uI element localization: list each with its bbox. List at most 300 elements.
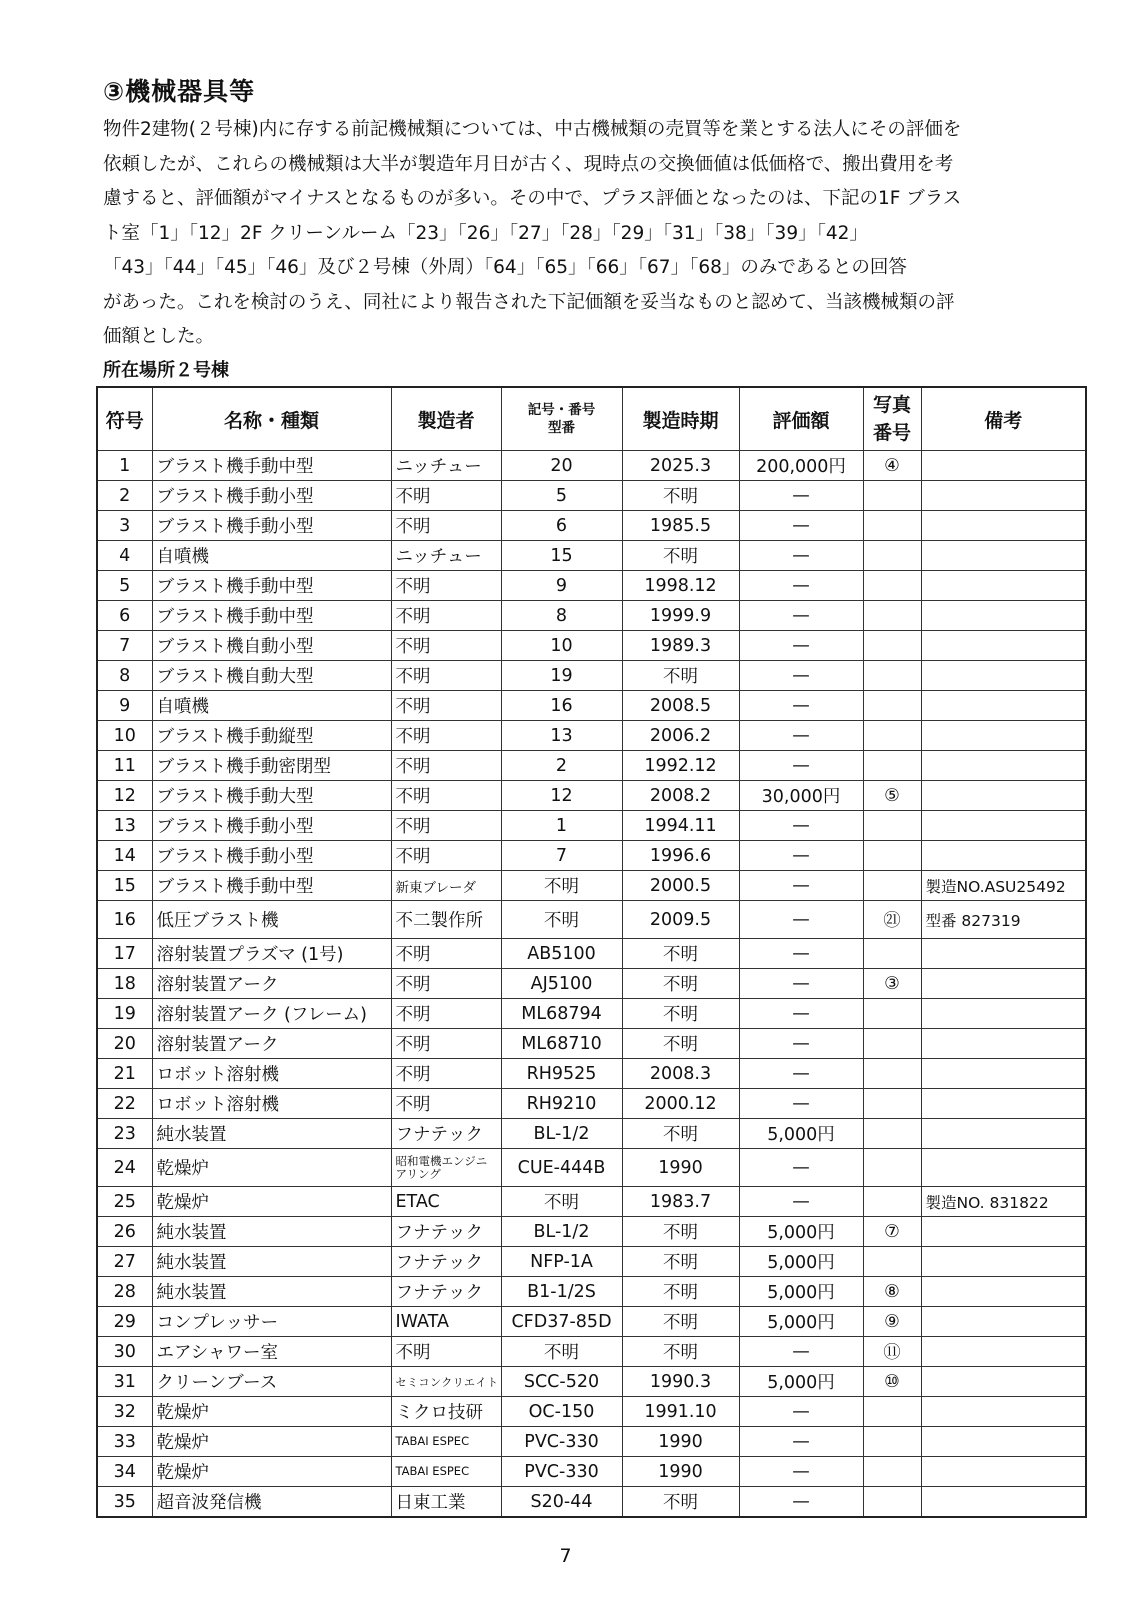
cell-maker: TABAI ESPEC	[391, 1427, 501, 1457]
cell-date: 不明	[622, 939, 739, 969]
cell-maker: IWATA	[391, 1307, 501, 1337]
cell-name: ブラスト機手動縦型	[152, 721, 391, 751]
cell-maker: フナテック	[391, 1247, 501, 1277]
cell-value: —	[739, 939, 863, 969]
cell-remarks	[921, 691, 1086, 721]
cell-name: ブラスト機手動中型	[152, 871, 391, 901]
cell-maker: 不明	[391, 661, 501, 691]
cell-name: 純水装置	[152, 1119, 391, 1149]
cell-photo	[863, 1247, 921, 1277]
cell-name: ブラスト機手動小型	[152, 841, 391, 871]
cell-no: 15	[97, 871, 152, 901]
cell-remarks	[921, 1089, 1086, 1119]
cell-remarks	[921, 781, 1086, 811]
cell-model: 9	[501, 571, 622, 601]
table-row	[97, 841, 1086, 871]
table-row	[97, 1307, 1086, 1337]
cell-maker: 不明	[391, 511, 501, 541]
cell-remarks	[921, 451, 1086, 481]
cell-photo	[863, 841, 921, 871]
cell-date: 不明	[622, 1307, 739, 1337]
cell-model: 20	[501, 451, 622, 481]
cell-photo	[863, 1029, 921, 1059]
table-row	[97, 1427, 1086, 1457]
table-row	[97, 541, 1086, 571]
cell-maker: 不明	[391, 1337, 501, 1367]
cell-name: 純水装置	[152, 1247, 391, 1277]
cell-date: 2008.3	[622, 1059, 739, 1089]
cell-date: 1990	[622, 1457, 739, 1487]
table-row	[97, 1337, 1086, 1367]
cell-date: 不明	[622, 481, 739, 511]
cell-photo	[863, 691, 921, 721]
paragraph-line: 依頼したが、これらの機械類は大半が製造年月日が古く、現時点の交換価値は低価格で、搬出費用を考	[103, 153, 954, 175]
cell-photo: ③	[863, 969, 921, 999]
cell-name: 乾燥炉	[152, 1187, 391, 1217]
header-name: 名称・種類	[152, 387, 391, 451]
cell-remarks	[921, 969, 1086, 999]
cell-model: PVC-330	[501, 1427, 622, 1457]
header-remarks: 備考	[921, 387, 1086, 451]
cell-value: —	[739, 661, 863, 691]
paragraph-line: 物件2建物(２号棟)内に存する前記機械類については、中古機械類の売買等を業とする法人にその評価を	[103, 119, 962, 140]
cell-photo	[863, 751, 921, 781]
header-date: 製造時期	[622, 387, 739, 451]
cell-name: 低圧ブラスト機	[152, 901, 391, 939]
cell-model: 15	[501, 541, 622, 571]
cell-no: 23	[97, 1119, 152, 1149]
cell-no: 26	[97, 1217, 152, 1247]
header-maker: 製造者	[391, 387, 501, 451]
cell-photo	[863, 601, 921, 631]
cell-name: ブラスト機自動小型	[152, 631, 391, 661]
cell-name: 溶射装置アーク	[152, 1029, 391, 1059]
cell-name: エアシャワー室	[152, 1337, 391, 1367]
cell-model: RH9525	[501, 1059, 622, 1089]
cell-value: —	[739, 1397, 863, 1427]
cell-date: 1983.7	[622, 1187, 739, 1217]
cell-no: 2	[97, 481, 152, 511]
table-row	[97, 451, 1086, 481]
cell-photo: ⑩	[863, 1367, 921, 1397]
cell-model: 13	[501, 721, 622, 751]
cell-photo: ⑪	[863, 1337, 921, 1367]
cell-date: 1991.10	[622, 1397, 739, 1427]
cell-maker: ニッチュー	[391, 451, 501, 481]
paragraph-line: 価額とした。	[103, 326, 215, 347]
cell-maker: 日東工業	[391, 1487, 501, 1518]
cell-date: 不明	[622, 1337, 739, 1367]
table-header-row	[97, 387, 1086, 451]
cell-maker: 不明	[391, 1029, 501, 1059]
cell-remarks	[921, 601, 1086, 631]
cell-date: 2000.5	[622, 871, 739, 901]
cell-no: 9	[97, 691, 152, 721]
cell-date: 不明	[622, 1217, 739, 1247]
cell-maker: 不明	[391, 751, 501, 781]
cell-name: ブラスト機手動中型	[152, 571, 391, 601]
cell-date: 1990	[622, 1427, 739, 1457]
cell-photo	[863, 939, 921, 969]
cell-value: —	[739, 871, 863, 901]
cell-date: 不明	[622, 541, 739, 571]
cell-model: B1-1/2S	[501, 1277, 622, 1307]
cell-photo	[863, 541, 921, 571]
cell-name: 純水装置	[152, 1277, 391, 1307]
cell-photo	[863, 1397, 921, 1427]
table-row	[97, 871, 1086, 901]
cell-photo	[863, 871, 921, 901]
cell-no: 14	[97, 841, 152, 871]
cell-name: ブラスト機手動小型	[152, 481, 391, 511]
cell-remarks	[921, 1427, 1086, 1457]
cell-value: —	[739, 1089, 863, 1119]
cell-value: —	[739, 631, 863, 661]
cell-photo: ⑦	[863, 1217, 921, 1247]
cell-no: 11	[97, 751, 152, 781]
cell-date: 不明	[622, 1247, 739, 1277]
cell-value: 5,000円	[739, 1277, 863, 1307]
cell-model: ML68794	[501, 999, 622, 1029]
cell-photo	[863, 631, 921, 661]
cell-no: 21	[97, 1059, 152, 1089]
paragraph-line: 「43」「44」「45」「46」及び２号棟（外周）「64」「65」「66」「67」「68」のみであるとの回答	[103, 257, 907, 278]
cell-value: —	[739, 1427, 863, 1457]
table-row	[97, 1089, 1086, 1119]
cell-name: ブラスト機手動中型	[152, 451, 391, 481]
cell-no: 29	[97, 1307, 152, 1337]
cell-value: —	[739, 1187, 863, 1217]
cell-remarks	[921, 751, 1086, 781]
cell-name: クリーンブース	[152, 1367, 391, 1397]
cell-name: コンプレッサー	[152, 1307, 391, 1337]
header-photo-line2: 番号	[872, 422, 911, 444]
cell-no: 3	[97, 511, 152, 541]
cell-remarks	[921, 1149, 1086, 1187]
cell-maker: ミクロ技研	[391, 1397, 501, 1427]
cell-value: —	[739, 841, 863, 871]
cell-date: 1994.11	[622, 811, 739, 841]
cell-maker: 不明	[391, 969, 501, 999]
table-row	[97, 939, 1086, 969]
cell-date: 1992.12	[622, 751, 739, 781]
cell-no: 17	[97, 939, 152, 969]
cell-name: ブラスト機手動小型	[152, 511, 391, 541]
page-number: 7	[559, 1545, 572, 1567]
cell-maker: 不明	[391, 999, 501, 1029]
cell-remarks: 型番 827319	[921, 901, 1086, 939]
cell-photo	[863, 571, 921, 601]
cell-value: 5,000円	[739, 1367, 863, 1397]
table-row	[97, 1059, 1086, 1089]
cell-date: 1985.5	[622, 511, 739, 541]
cell-date: 1990	[622, 1149, 739, 1187]
cell-remarks	[921, 1277, 1086, 1307]
cell-photo: ㉑	[863, 901, 921, 939]
cell-no: 32	[97, 1397, 152, 1427]
cell-value: 5,000円	[739, 1247, 863, 1277]
cell-value: —	[739, 999, 863, 1029]
table-row	[97, 1397, 1086, 1427]
cell-remarks	[921, 721, 1086, 751]
cell-name: 溶射装置プラズマ (1号)	[152, 939, 391, 969]
cell-date: 不明	[622, 1029, 739, 1059]
table-row	[97, 1187, 1086, 1217]
cell-name: ロボット溶射機	[152, 1059, 391, 1089]
table-row	[97, 481, 1086, 511]
cell-value: —	[739, 541, 863, 571]
cell-remarks	[921, 1247, 1086, 1277]
cell-model: 10	[501, 631, 622, 661]
header-value: 評価額	[739, 387, 863, 451]
cell-date: 1996.6	[622, 841, 739, 871]
cell-no: 25	[97, 1187, 152, 1217]
cell-model: OC-150	[501, 1397, 622, 1427]
cell-model: 不明	[501, 871, 622, 901]
cell-photo	[863, 511, 921, 541]
cell-date: 不明	[622, 1119, 739, 1149]
header-model-line1: 記号・番号	[527, 402, 596, 418]
header-no: 符号	[97, 387, 152, 451]
cell-maker: 不明	[391, 811, 501, 841]
cell-date: 不明	[622, 999, 739, 1029]
cell-no: 4	[97, 541, 152, 571]
cell-no: 31	[97, 1367, 152, 1397]
cell-model: 2	[501, 751, 622, 781]
cell-remarks	[921, 1487, 1086, 1518]
table-row	[97, 601, 1086, 631]
cell-name: 乾燥炉	[152, 1457, 391, 1487]
table-row	[97, 1457, 1086, 1487]
table-row	[97, 631, 1086, 661]
table-row	[97, 999, 1086, 1029]
cell-no: 33	[97, 1427, 152, 1457]
cell-maker: 不明	[391, 721, 501, 751]
cell-no: 34	[97, 1457, 152, 1487]
cell-name: ブラスト機手動中型	[152, 601, 391, 631]
cell-date: 1990.3	[622, 1367, 739, 1397]
cell-name: ブラスト機手動密閉型	[152, 751, 391, 781]
cell-photo	[863, 1119, 921, 1149]
cell-maker: ニッチュー	[391, 541, 501, 571]
header-model	[501, 387, 622, 451]
cell-model: 8	[501, 601, 622, 631]
cell-no: 16	[97, 901, 152, 939]
paragraph-line: があった。これを検討のうえ、同社により報告された下記価額を妥当なものと認めて、当該機械類の評	[103, 291, 955, 313]
cell-value: 5,000円	[739, 1307, 863, 1337]
cell-photo	[863, 1457, 921, 1487]
machinery-table	[96, 386, 1087, 1518]
cell-model: 6	[501, 511, 622, 541]
cell-model: BL-1/2	[501, 1119, 622, 1149]
table-row	[97, 1487, 1086, 1518]
cell-value: —	[739, 481, 863, 511]
cell-model: AJ5100	[501, 969, 622, 999]
cell-no: 5	[97, 571, 152, 601]
cell-date: 2009.5	[622, 901, 739, 939]
cell-value: —	[739, 969, 863, 999]
cell-name: ブラスト機手動小型	[152, 811, 391, 841]
cell-name: ロボット溶射機	[152, 1089, 391, 1119]
cell-model: 16	[501, 691, 622, 721]
cell-name: 自噴機	[152, 691, 391, 721]
cell-value: —	[739, 1149, 863, 1187]
cell-value: —	[739, 601, 863, 631]
cell-maker: セミコンクリエイト	[391, 1367, 501, 1397]
cell-no: 24	[97, 1149, 152, 1187]
cell-remarks	[921, 811, 1086, 841]
cell-date: 2025.3	[622, 451, 739, 481]
cell-maker: 不明	[391, 1089, 501, 1119]
paragraph-line: 慮すると、評価額がマイナスとなるものが多い。その中で、プラス評価となったのは、下記の1F ブラス	[103, 188, 962, 209]
cell-maker: TABAI ESPEC	[391, 1457, 501, 1487]
cell-model: 7	[501, 841, 622, 871]
table-row	[97, 721, 1086, 751]
cell-photo	[863, 999, 921, 1029]
cell-date: 1999.9	[622, 601, 739, 631]
cell-photo: ⑧	[863, 1277, 921, 1307]
cell-date: 2006.2	[622, 721, 739, 751]
cell-value: 5,000円	[739, 1119, 863, 1149]
cell-value: —	[739, 721, 863, 751]
cell-name: 乾燥炉	[152, 1427, 391, 1457]
cell-photo	[863, 1059, 921, 1089]
cell-model: CUE-444B	[501, 1149, 622, 1187]
table-row	[97, 811, 1086, 841]
cell-name: 乾燥炉	[152, 1397, 391, 1427]
section-title: ③機械器具等	[103, 77, 256, 106]
cell-date: 不明	[622, 1277, 739, 1307]
cell-model: SCC-520	[501, 1367, 622, 1397]
cell-name: 溶射装置アーク	[152, 969, 391, 999]
cell-maker: 不明	[391, 781, 501, 811]
cell-date: 不明	[622, 1487, 739, 1518]
cell-no: 20	[97, 1029, 152, 1059]
cell-maker: 不明	[391, 571, 501, 601]
cell-remarks	[921, 481, 1086, 511]
cell-value: —	[739, 1457, 863, 1487]
table-row	[97, 1217, 1086, 1247]
cell-model: 5	[501, 481, 622, 511]
cell-date: 不明	[622, 661, 739, 691]
cell-name: ブラスト機自動大型	[152, 661, 391, 691]
cell-photo	[863, 1149, 921, 1187]
cell-remarks	[921, 1119, 1086, 1149]
header-photo-line1: 写真	[872, 394, 911, 416]
cell-no: 12	[97, 781, 152, 811]
cell-date: 1989.3	[622, 631, 739, 661]
cell-photo	[863, 1487, 921, 1518]
cell-remarks	[921, 1337, 1086, 1367]
cell-value: —	[739, 1337, 863, 1367]
table-row	[97, 661, 1086, 691]
table-body	[97, 451, 1086, 1518]
cell-maker: 不明	[391, 631, 501, 661]
cell-maker: ETAC	[391, 1187, 501, 1217]
cell-remarks	[921, 939, 1086, 969]
cell-photo: ⑨	[863, 1307, 921, 1337]
cell-value: —	[739, 901, 863, 939]
paragraph-line: ト室「1」「12」2F クリーンルーム「23」「26」「27」「28」「29」「31」「38」「39」「42」	[103, 222, 868, 244]
cell-remarks	[921, 571, 1086, 601]
cell-model: 1	[501, 811, 622, 841]
cell-maker: 不明	[391, 1059, 501, 1089]
cell-model: AB5100	[501, 939, 622, 969]
cell-no: 1	[97, 451, 152, 481]
table-row	[97, 1149, 1086, 1187]
cell-no: 27	[97, 1247, 152, 1277]
location-label: 所在場所２号棟	[103, 360, 229, 381]
cell-remarks	[921, 999, 1086, 1029]
cell-remarks	[921, 1367, 1086, 1397]
cell-remarks	[921, 511, 1086, 541]
cell-remarks	[921, 1307, 1086, 1337]
cell-remarks	[921, 661, 1086, 691]
cell-remarks	[921, 1397, 1086, 1427]
cell-maker: 不明	[391, 939, 501, 969]
cell-remarks	[921, 1029, 1086, 1059]
table-row	[97, 751, 1086, 781]
table-row	[97, 1367, 1086, 1397]
table-row	[97, 1247, 1086, 1277]
cell-value: —	[739, 511, 863, 541]
cell-model: NFP-1A	[501, 1247, 622, 1277]
cell-no: 35	[97, 1487, 152, 1518]
table-row	[97, 691, 1086, 721]
table-row	[97, 1029, 1086, 1059]
cell-photo	[863, 721, 921, 751]
cell-maker: 新東ブレーダ	[391, 871, 501, 901]
cell-remarks	[921, 841, 1086, 871]
cell-no: 7	[97, 631, 152, 661]
table-row	[97, 969, 1086, 999]
cell-model: 不明	[501, 1337, 622, 1367]
cell-value: —	[739, 1487, 863, 1518]
cell-maker: 不明	[391, 601, 501, 631]
cell-value: 30,000円	[739, 781, 863, 811]
cell-name: 乾燥炉	[152, 1149, 391, 1187]
cell-photo: ④	[863, 451, 921, 481]
cell-model: RH9210	[501, 1089, 622, 1119]
cell-photo: ⑤	[863, 781, 921, 811]
cell-model: BL-1/2	[501, 1217, 622, 1247]
cell-no: 18	[97, 969, 152, 999]
cell-value: —	[739, 751, 863, 781]
table-row	[97, 511, 1086, 541]
cell-no: 19	[97, 999, 152, 1029]
cell-photo	[863, 1427, 921, 1457]
cell-photo	[863, 1187, 921, 1217]
cell-date: 2008.5	[622, 691, 739, 721]
table-row	[97, 1277, 1086, 1307]
table-row	[97, 901, 1086, 939]
cell-no: 10	[97, 721, 152, 751]
cell-maker: 不明	[391, 841, 501, 871]
cell-model: 12	[501, 781, 622, 811]
cell-remarks: 製造NO. 831822	[921, 1187, 1086, 1217]
cell-no: 28	[97, 1277, 152, 1307]
cell-name: 溶射装置アーク (フレーム)	[152, 999, 391, 1029]
cell-no: 6	[97, 601, 152, 631]
cell-remarks	[921, 541, 1086, 571]
header-photo	[863, 387, 921, 451]
table-row	[97, 571, 1086, 601]
cell-no: 30	[97, 1337, 152, 1367]
cell-photo	[863, 661, 921, 691]
header-model-line2: 型番	[548, 420, 575, 436]
cell-value: —	[739, 811, 863, 841]
cell-photo	[863, 811, 921, 841]
